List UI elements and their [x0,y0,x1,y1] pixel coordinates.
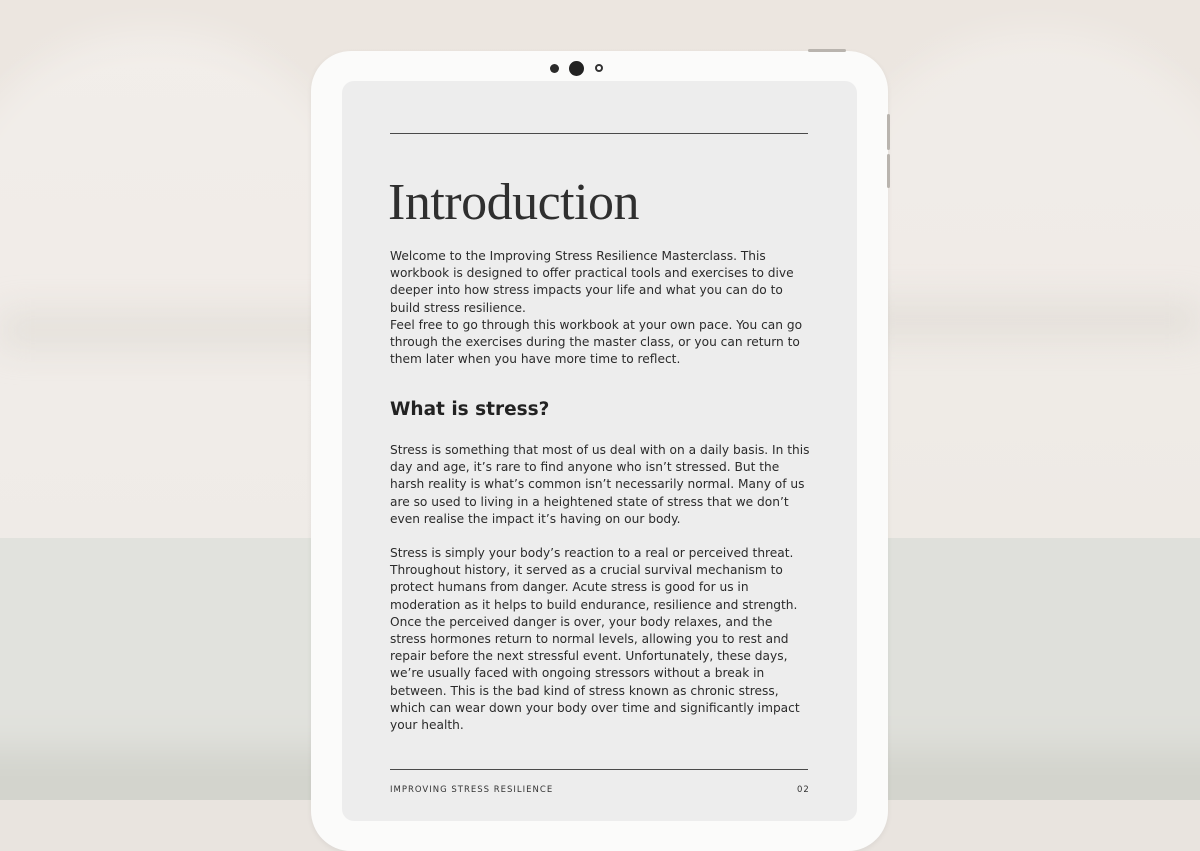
camera-lens-icon [569,61,584,76]
page-number: 02 [797,785,810,795]
volume-down-button[interactable] [887,154,890,188]
top-divider [390,133,808,134]
section-heading: What is stress? [390,399,550,420]
camera-sensor-icon [550,64,559,73]
tablet-screen[interactable] [342,81,857,821]
volume-up-button[interactable] [887,114,890,150]
section-paragraph-2: Stress is simply your body’s reaction to a real or perceived threat. Throughout history, it served as a crucial survival mechanism to protect humans from danger. Acute stress is good for us in moderation as it helps to build endurance, resilience and strength. Once the perceived danger is over, your body relaxes, and the stress hormones return to normal levels, allowing you to rest and repair before the next stressful event. Unfortunately, these days, we’re usually faced with ongoing stressors without a break in between. This is the bad kind of stress known as chronic stress, which can wear down your body over time and significantly impact your health. [390,546,800,733]
section-paragraph-1: Stress is something that most of us deal with on a daily basis. In this day and age, it’s rare to find anyone who isn’t stressed. But the harsh reality is what’s common isn’t necessarily normal. Many of us are so used to living in a heightened state of stress that we don’t even realise the impact it’s having on our body. [390,443,810,526]
page-title: Introduction [388,174,640,231]
camera-flash-icon [595,64,603,72]
intro-paragraph-1: Welcome to the Improving Stress Resilience Masterclass. This workbook is designed to offer practical tools and exercises to dive deeper into how stress impacts your life and what you can do to build stress resilience. [390,249,794,315]
intro-paragraph-2: Feel free to go through this workbook at your own pace. You can go through the exercises during the master class, or you can return to them later when you have more time to reflect. [390,318,803,367]
tablet-top-button[interactable] [808,49,846,52]
shadow-bar-right [860,300,1200,340]
shadow-bar-left [0,310,360,350]
footer-label: IMPROVING STRESS RESILIENCE [390,785,554,795]
footer-divider [390,769,808,770]
